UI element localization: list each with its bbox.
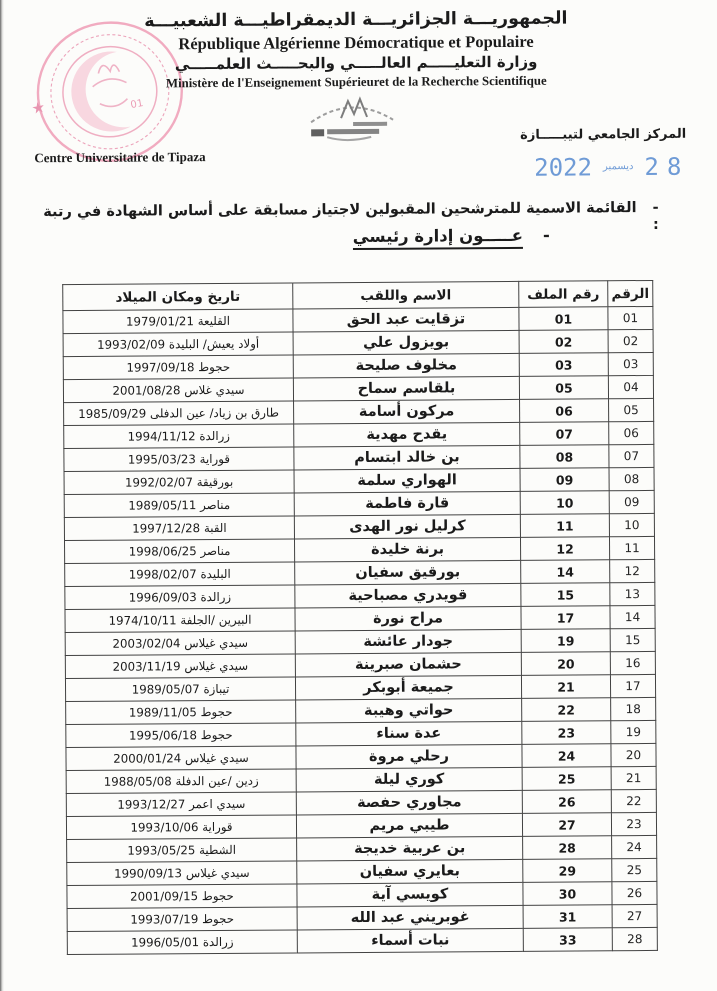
header-full-name: الاسم واللقب — [293, 281, 519, 309]
cell-number: 10 — [609, 513, 654, 536]
cell-name: بن خالد ابتسام — [294, 445, 520, 470]
cell-birth: 2003/11/19 سيدي غيلاس — [65, 654, 295, 679]
republic-title-french: République Algérienne Démocratique et Populaire — [178, 31, 534, 54]
stamp-star-icon: ★ — [30, 97, 47, 118]
cell-file-number: 23 — [522, 721, 611, 745]
cell-file-number: 27 — [522, 813, 611, 837]
cell-number: 01 — [608, 306, 653, 329]
cell-name: جميعة أبوبكر — [295, 675, 521, 700]
grade-title-dash: - — [542, 225, 550, 245]
cell-name: نبات أسماء — [297, 928, 523, 953]
cell-file-number: 15 — [521, 583, 610, 607]
cell-birth: 1993/02/09 أولاد يعيش/ البليدة — [63, 332, 293, 357]
cell-file-number: 24 — [522, 744, 611, 768]
cell-file-number: 33 — [523, 928, 612, 952]
cell-number: 27 — [612, 904, 657, 927]
cell-file-number: 20 — [521, 652, 610, 676]
cell-number: 17 — [610, 674, 655, 697]
grade-title-text: عـــــون إدارة رئيسي — [353, 226, 523, 250]
cell-file-number: 12 — [520, 537, 609, 561]
cell-number: 14 — [610, 605, 655, 628]
cell-file-number: 30 — [523, 882, 612, 906]
cell-birth: 1998/02/07 البليدة — [65, 562, 295, 587]
cell-birth: 1989/05/11 مناصر — [64, 493, 294, 518]
institution-name-french: Centre Universitaire de Tipaza — [34, 149, 206, 166]
cell-file-number: 09 — [520, 468, 609, 492]
cell-file-number: 14 — [521, 560, 610, 584]
cell-number: 15 — [610, 628, 655, 651]
cell-number: 13 — [610, 582, 655, 605]
cell-name: كوري ليلة — [296, 767, 522, 792]
cell-birth: 2003/02/04 سيدي غيلاس — [65, 631, 295, 656]
cell-name: برنة خليدة — [294, 537, 520, 562]
cell-number: 12 — [610, 559, 655, 582]
cell-birth: 1998/06/25 مناصر — [64, 539, 294, 564]
cell-name: مخلوف صليحة — [293, 353, 519, 378]
cell-number: 11 — [609, 536, 654, 559]
header-birth-date-place: تاريخ ومكان الميلاد — [63, 283, 293, 311]
date-stamp-day: 28 — [644, 152, 690, 181]
cell-file-number: 29 — [523, 859, 612, 883]
cell-number: 19 — [611, 720, 656, 743]
cell-name: بورقيق سفيان — [295, 560, 521, 585]
cell-name: قارة فاطمة — [294, 491, 520, 516]
cell-file-number: 03 — [519, 353, 608, 377]
cell-birth: 1993/10/06 قوراية — [66, 815, 296, 840]
cell-file-number: 31 — [523, 905, 612, 929]
cell-name: بويزول علي — [293, 330, 519, 355]
title-dash: - — [652, 198, 659, 216]
cell-birth: 1988/05/08 زدين /عين الدفلة — [66, 769, 296, 794]
cell-birth: 1993/05/25 الشطية — [67, 838, 297, 863]
cell-file-number: 25 — [522, 767, 611, 791]
cell-name: عدة سناء — [296, 721, 522, 746]
cell-number: 25 — [612, 858, 657, 881]
cell-number: 06 — [609, 421, 654, 444]
cell-number: 18 — [611, 697, 656, 720]
cell-birth: 1997/12/28 القبة — [64, 516, 294, 541]
ministry-title-french: Ministère de l'Enseignement Supérieuret de la Recherche Scientifique — [165, 73, 547, 91]
date-stamp-year: 2022 — [534, 153, 593, 182]
cell-name: مراح نورة — [295, 606, 521, 631]
cell-birth: 1997/09/18 حجوط — [63, 355, 293, 380]
cell-name: غوبريني عبد الله — [297, 905, 523, 930]
cell-number: 07 — [609, 444, 654, 467]
header-file-number: رقم الملف — [519, 281, 608, 308]
cell-name: طيبي مريم — [296, 813, 522, 838]
cell-birth: 1996/05/01 زرالدة — [67, 930, 297, 955]
cell-file-number: 07 — [520, 422, 609, 446]
university-logo — [297, 92, 405, 147]
cell-birth: 1993/12/27 سيدي اعمر — [66, 792, 296, 817]
cell-file-number: 21 — [521, 675, 610, 699]
cell-name: حواتي وهيبة — [296, 698, 522, 723]
table-row — [67, 927, 657, 954]
cell-birth: 2001/09/15 حجوط — [67, 884, 297, 909]
cell-name: يقدح مهدية — [294, 422, 520, 447]
cell-birth: 1994/11/12 زرالدة — [64, 424, 294, 449]
cell-birth: 1993/07/19 حجوط — [67, 907, 297, 932]
cell-birth: 2000/01/24 سيدي غيلاس — [66, 746, 296, 771]
cell-number: 05 — [609, 398, 654, 421]
cell-number: 03 — [608, 352, 653, 375]
republic-title-arabic: الجمهوريـــة الجزائريـــة الديمقراطيـــة الشعبيـــة — [144, 8, 568, 32]
cell-name: مجاوري حفصة — [296, 790, 522, 815]
header-number: الرقم — [608, 280, 653, 306]
list-title-text: القائمة الاسمية للمترشحين المقبولين لاجتياز مسابقة على أساس الشهادة في رتبة : — [43, 199, 659, 233]
table-body — [63, 306, 657, 954]
cell-birth: 1985/09/29 طارق بن زياد/ عين الدفلى — [64, 401, 294, 426]
cell-name: كويسي آية — [297, 882, 523, 907]
cell-number: 02 — [608, 329, 653, 352]
cell-number: 09 — [609, 490, 654, 513]
list-title — [37, 199, 659, 237]
cell-number: 28 — [612, 927, 657, 950]
cell-birth: 1989/11/05 حجوط — [66, 700, 296, 725]
institution-name-arabic: المركز الجامعي لتيبـــــازة — [520, 126, 687, 143]
stamp-number: 01 — [129, 97, 145, 112]
cell-file-number: 08 — [520, 445, 609, 469]
cell-file-number: 17 — [521, 606, 610, 630]
cell-file-number: 01 — [519, 307, 608, 331]
cell-birth: 1995/03/23 قوراية — [64, 447, 294, 472]
cell-file-number: 26 — [522, 790, 611, 814]
cell-birth: 1990/09/13 سيدي غيلاس — [67, 861, 297, 886]
cell-number: 21 — [611, 766, 656, 789]
cell-file-number: 22 — [522, 698, 611, 722]
cell-number: 20 — [611, 743, 656, 766]
date-stamp-month: ديسمبر — [602, 161, 634, 173]
cell-birth: 1989/05/07 تيبازة — [65, 677, 295, 702]
cell-name: كرليل نور الهدى — [294, 514, 520, 539]
cell-file-number: 19 — [521, 629, 610, 653]
cell-number: 16 — [610, 651, 655, 674]
cell-file-number: 05 — [519, 376, 608, 400]
cell-number: 26 — [612, 881, 657, 904]
candidates-table — [62, 280, 658, 955]
cell-name: قويدري مصباحية — [295, 583, 521, 608]
cell-birth: 1992/02/07 بورقيقة — [64, 470, 294, 495]
cell-file-number: 28 — [523, 836, 612, 860]
cell-number: 22 — [611, 789, 656, 812]
cell-number: 24 — [612, 835, 657, 858]
cell-name: جودار عائشة — [295, 629, 521, 654]
cell-file-number: 06 — [520, 399, 609, 423]
cell-number: 08 — [609, 467, 654, 490]
cell-name: الهواري سلمة — [294, 468, 520, 493]
grade-title — [353, 226, 550, 246]
cell-name: مركون أسامة — [294, 399, 520, 424]
cell-birth: 2001/08/28 سيدي غلاس — [63, 378, 293, 403]
cell-name: حشمان صبرينة — [295, 652, 521, 677]
cell-birth: 1974/10/11 البيرين /الجلفة — [65, 608, 295, 633]
cell-birth: 1995/06/18 حجوط — [66, 723, 296, 748]
cell-name: تزقايت عبد الحق — [293, 307, 519, 332]
cell-number: 23 — [611, 812, 656, 835]
cell-name: بن عربية خديجة — [297, 836, 523, 861]
cell-name: بلقاسم سماح — [293, 376, 519, 401]
cell-number: 04 — [608, 375, 653, 398]
cell-name: رحلي مروة — [296, 744, 522, 769]
cell-name: بعايري سفيان — [297, 859, 523, 884]
cell-file-number: 11 — [520, 514, 609, 538]
cell-birth: 1979/01/21 القليعة — [63, 309, 293, 334]
cell-file-number: 02 — [519, 330, 608, 354]
cell-file-number: 10 — [520, 491, 609, 515]
cell-birth: 1996/09/03 زرالدة — [65, 585, 295, 610]
ministry-title-arabic: وزارة التعليـــــم العالـــــي والبحـــــث العلمـــــي — [174, 52, 538, 74]
date-stamp — [534, 154, 689, 181]
table-header-row — [63, 280, 653, 310]
